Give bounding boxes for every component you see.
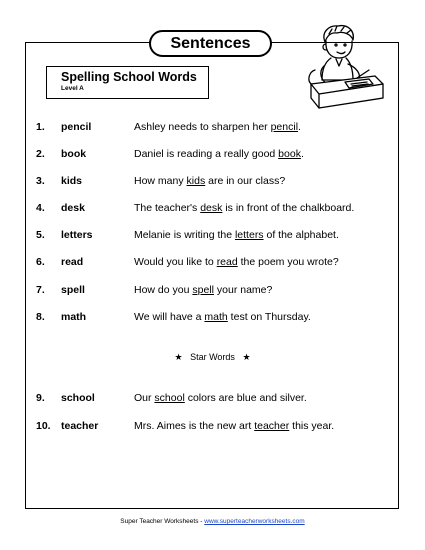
sentence-text-after: of the alphabet.	[263, 229, 339, 241]
sentence-text-before: Daniel is reading a really good	[134, 148, 279, 160]
sentence-text-before: We will have a	[134, 311, 205, 323]
example-sentence	[134, 175, 285, 187]
worksheet-frame	[25, 42, 399, 509]
footer	[0, 518, 425, 525]
sentence-text-after: the poem you wrote?	[237, 256, 339, 268]
sentence-text-after: this year.	[289, 420, 335, 432]
spelling-word: letters	[61, 229, 93, 241]
underlined-word: spell	[192, 284, 214, 296]
sentence-row	[0, 175, 425, 191]
worksheet-subtitle: Spelling School Words	[61, 70, 197, 84]
sentence-row	[0, 229, 425, 245]
sentence-text-before: Our	[134, 392, 155, 404]
item-number: 2.	[36, 148, 45, 160]
sentence-text-before: Would you like to	[134, 256, 217, 268]
sentence-text-after: test on Thursday.	[227, 311, 311, 323]
sentence-text-after: your name?	[213, 284, 273, 296]
underlined-word: teacher	[254, 420, 290, 432]
sentence-row	[0, 392, 425, 408]
example-sentence	[134, 229, 339, 241]
underlined-word: school	[154, 392, 185, 404]
item-number: 7.	[36, 284, 45, 296]
star-words-heading	[0, 352, 425, 363]
spelling-word: read	[61, 256, 84, 268]
footer-credit: Super Teacher Worksheets -	[120, 518, 205, 525]
sentence-text-after: are in our class?	[205, 175, 286, 187]
underlined-word: desk	[200, 202, 223, 214]
item-number: 9.	[36, 392, 45, 404]
sentence-row	[0, 256, 425, 272]
sentence-text-after: is in front of the chalkboard.	[222, 202, 355, 214]
worksheet-level: Level A	[61, 85, 84, 92]
underlined-word: math	[204, 311, 228, 323]
item-number: 8.	[36, 311, 45, 323]
sentence-row	[0, 148, 425, 164]
item-number: 4.	[36, 202, 45, 214]
underlined-word: book	[278, 148, 301, 160]
page-title: Sentences	[149, 30, 272, 57]
underlined-word: letters	[234, 229, 264, 241]
spelling-word: math	[61, 311, 87, 323]
example-sentence	[134, 202, 354, 214]
boy-at-desk-clipart	[291, 22, 387, 112]
underlined-word: read	[216, 256, 238, 268]
example-sentence	[134, 121, 301, 133]
sentence-text-before: How do you	[134, 284, 193, 296]
footer-link[interactable]: www.superteacherworksheets.com	[204, 518, 305, 525]
sentence-row	[0, 284, 425, 300]
spelling-word: book	[61, 148, 87, 160]
example-sentence	[134, 311, 311, 323]
underlined-word: pencil	[270, 121, 299, 133]
star-icon: ★	[242, 352, 251, 362]
spelling-word: desk	[61, 202, 85, 214]
example-sentence	[134, 392, 307, 404]
sentence-text-before: How many	[134, 175, 187, 187]
sentence-text-after: .	[300, 148, 304, 160]
example-sentence	[134, 420, 334, 432]
spelling-word: spell	[61, 284, 85, 296]
example-sentence	[134, 256, 339, 268]
item-number: 1.	[36, 121, 45, 133]
item-number: 3.	[36, 175, 45, 187]
item-number: 6.	[36, 256, 45, 268]
spelling-word: pencil	[61, 121, 92, 133]
subtitle-box	[46, 66, 209, 99]
item-number: 5.	[36, 229, 45, 241]
sentence-text-after: colors are blue and silver.	[184, 392, 307, 404]
sentence-row	[0, 202, 425, 218]
sentence-text-before: Ashley needs to sharpen her	[134, 121, 271, 133]
sentence-row	[0, 121, 425, 137]
star-icon: ★	[174, 352, 183, 362]
sentence-row	[0, 420, 425, 436]
spelling-word: kids	[61, 175, 83, 187]
sentence-text-before: Melanie is writing the	[134, 229, 235, 241]
item-number: 10.	[36, 420, 51, 432]
spelling-word: school	[61, 392, 95, 404]
sentence-text-before: Mrs. Aimes is the new art	[134, 420, 255, 432]
underlined-word: kids	[186, 175, 206, 187]
sentence-row	[0, 311, 425, 327]
star-words-label: Star Words	[190, 352, 235, 362]
sentence-text-after: .	[298, 121, 301, 133]
sentence-text-before: The teacher's	[134, 202, 201, 214]
example-sentence	[134, 148, 304, 160]
spelling-word: teacher	[61, 420, 99, 432]
example-sentence	[134, 284, 272, 296]
